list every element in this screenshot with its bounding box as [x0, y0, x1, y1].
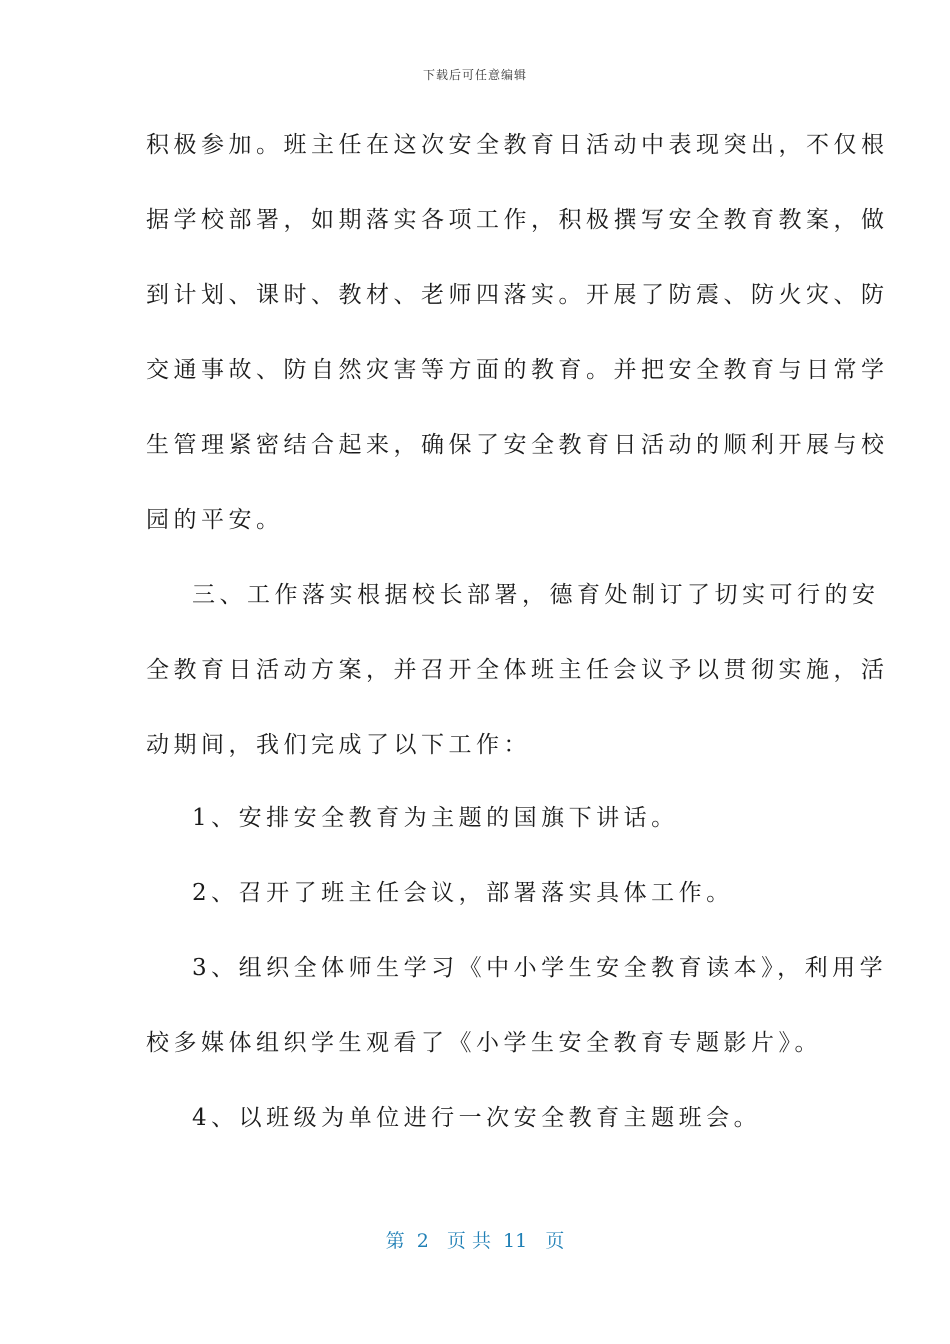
page-number-footer: 第 2 页 共 11 页	[385, 1230, 565, 1252]
body-line-8: 全教育日活动方案，并召开全体班主任会议予以贯彻实施，活	[146, 657, 889, 683]
body-line-2: 据学校部署，如期落实各项工作，积极撰写安全教育教案，做	[146, 207, 889, 233]
list-item-1: 1、安排安全教育为主题的国旗下讲话。	[192, 805, 679, 831]
list-item-2: 2、召开了班主任会议，部署落实具体工作。	[192, 880, 734, 906]
list-item-4: 4、以班级为单位进行一次安全教育主题班会。	[192, 1105, 762, 1131]
body-line-4: 交通事故、防自然灾害等方面的教育。并把安全教育与日常学	[146, 357, 889, 383]
body-line-7: 三、工作落实根据校长部署，德育处制订了切实可行的安	[192, 582, 880, 608]
body-line-3: 到计划、课时、教材、老师四落实。开展了防震、防火灾、防	[146, 282, 889, 308]
body-line-6: 园的平安。	[146, 507, 284, 533]
list-item-3-continued: 校多媒体组织学生观看了《小学生安全教育专题影片》。	[146, 1030, 822, 1056]
body-line-9: 动期间，我们完成了以下工作：	[146, 732, 531, 758]
list-item-3: 3、组织全体师生学习《中小学生安全教育读本》，利用学	[192, 955, 888, 981]
body-line-1: 积极参加。班主任在这次安全教育日活动中表现突出，不仅根	[146, 132, 889, 158]
page-header: 下载后可任意编辑	[422, 68, 527, 82]
body-line-5: 生管理紧密结合起来，确保了安全教育日活动的顺利开展与校	[146, 432, 889, 458]
